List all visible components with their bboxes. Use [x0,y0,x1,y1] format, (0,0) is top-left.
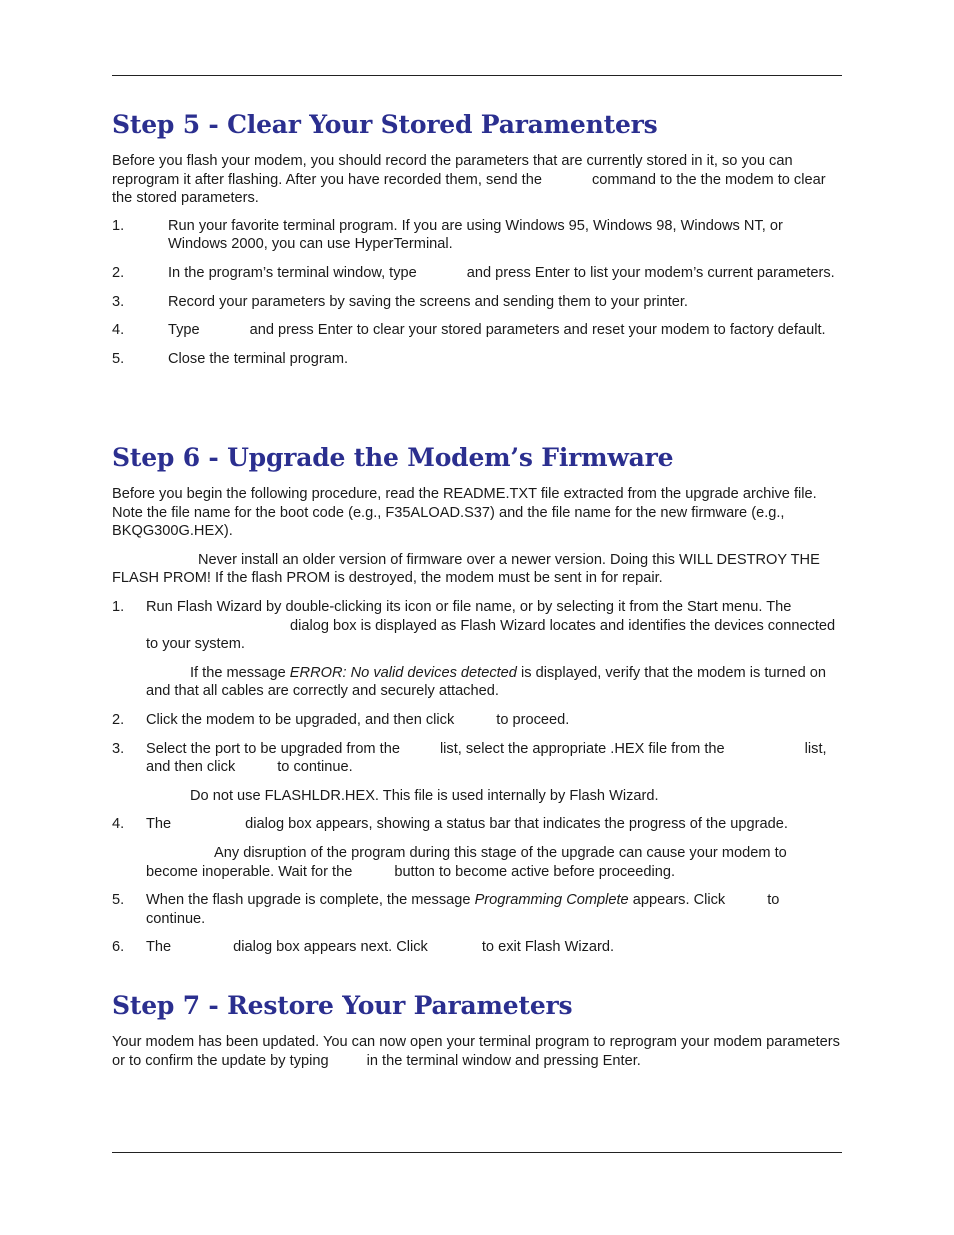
list-item [112,264,842,283]
list-number: 3. [112,293,125,310]
list-number: 1. [112,217,125,234]
list-text-c: to continue. [146,892,780,927]
step7-heading: Step 7 - Restore Your Parameters [112,991,573,1020]
step6-warning [112,551,842,588]
list-text-b: dialog box appears next. Click [233,939,428,956]
list-text-a: Run Flash Wizard by double-clicking its icon or file name, or by selecting it from the Start menu. The [146,598,792,615]
step7-body [112,1033,842,1070]
list-number: 4. [112,816,125,833]
list-number: 2. [112,264,125,281]
list-number: 5. [112,892,125,909]
list-item [112,815,842,834]
list-item [112,350,842,369]
step5-intro [112,152,842,208]
list-text-a: Type [168,322,200,339]
step6-heading: Step 6 - Upgrade the Modem’s Firmware [112,443,674,472]
note-text-b: button to become active before proceeding. [394,863,676,880]
list-number: 5. [112,350,125,367]
note-text-b: is displayed, verify that the modem is turned on and that all cables are correctly and securely attached. [146,664,826,700]
list-text: Run your favorite terminal program. If you are using Windows 95, Windows 98, Windows NT, or Windows 2000, you can use HyperTerminal. [168,217,783,253]
step5-heading: Step 5 - Clear Your Stored Paramenters [112,110,658,139]
list-text-d: to continue. [277,759,353,776]
note-text-a: If the message [190,664,286,681]
step7-text-b: in the terminal window and pressing Enter. [366,1052,641,1069]
note-text-a: Any disruption of the program during this stage of the upgrade can cause your modem to become inoperable. Wait for the [146,844,787,880]
step5-intro-text-a: Before you flash your modem, you should record the parameters that are currently stored in it, so you can reprogram it after flashing. After you have recorded them, send the [112,153,793,188]
list-number: 3. [112,740,125,757]
list-text-b: to proceed. [496,711,570,728]
list-text-a: Select the port to be upgraded from the [146,740,400,757]
header-rule [112,75,842,76]
step5-section [112,110,842,368]
note [146,787,842,806]
list-text-b: and press Enter to clear your stored parameters and reset your modem to factory default. [249,322,826,339]
note-text: Do not use FLASHLDR.HEX. This file is used internally by Flash Wizard. [190,787,659,804]
note [146,664,842,701]
list-text-c: to exit Flash Wizard. [481,939,615,956]
list-item [112,891,842,928]
error-message: ERROR: No valid devices detected [289,664,517,681]
step5-intro-text-b: command to the the modem to clear the stored parameters. [112,171,826,207]
list-number: 6. [112,939,125,956]
list-text-a: When the flash upgrade is complete, the message [146,892,471,909]
list-text: Record your parameters by saving the screens and sending them to your printer. [168,293,688,310]
list-text: Close the terminal program. [168,350,349,367]
list-text-b: and press Enter to list your modem’s current parameters. [466,264,835,281]
list-number: 1. [112,598,125,615]
note [146,844,842,881]
list-text-a: Click the modem to be upgraded, and then click [146,711,455,728]
step7-text-a: Your modem has been updated. You can now open your terminal program to reprogram your modem parameters or to confirm the update by typing [112,1034,840,1069]
list-item [112,740,842,777]
list-text-b: dialog box appears, showing a status bar that indicates the progress of the upgrade. [245,816,788,833]
footer-rule [112,1152,842,1153]
list-number: 2. [112,711,125,728]
list-item [112,321,842,340]
list-item [112,293,842,312]
list-item [112,711,842,730]
list-text-c: list, and then click [146,740,827,776]
programming-complete-message: Programming Complete [474,892,629,909]
list-item [112,598,842,654]
list-text-b: list, select the appropriate .HEX file from the [439,740,725,757]
list-number: 4. [112,322,125,339]
step6-intro: Before you begin the following procedure, read the README.TXT file extracted from the upgrade archive file. Note the file name for the boot code (e.g., F35ALOAD.S37) and the file name for the new firmware (e.g., BKQG300G.HEX). [112,486,817,540]
warning-text: Never install an older version of firmware over a newer version. Doing this WILL DESTROY THE FLASH PROM! If the flash PROM is destroyed, the modem must be sent in for repair. [112,551,820,587]
list-text-a: The [146,816,172,833]
list-text-a: The [146,939,172,956]
list-item [112,217,842,254]
list-text-a: In the program’s terminal window, type [168,264,417,281]
step7-section [112,991,842,1070]
step6-section [112,443,842,957]
list-text-b: dialog box is displayed as Flash Wizard locates and identifies the devices connected to your system. [146,617,836,653]
list-text-b: appears. Click [632,892,726,909]
list-item [112,938,842,957]
